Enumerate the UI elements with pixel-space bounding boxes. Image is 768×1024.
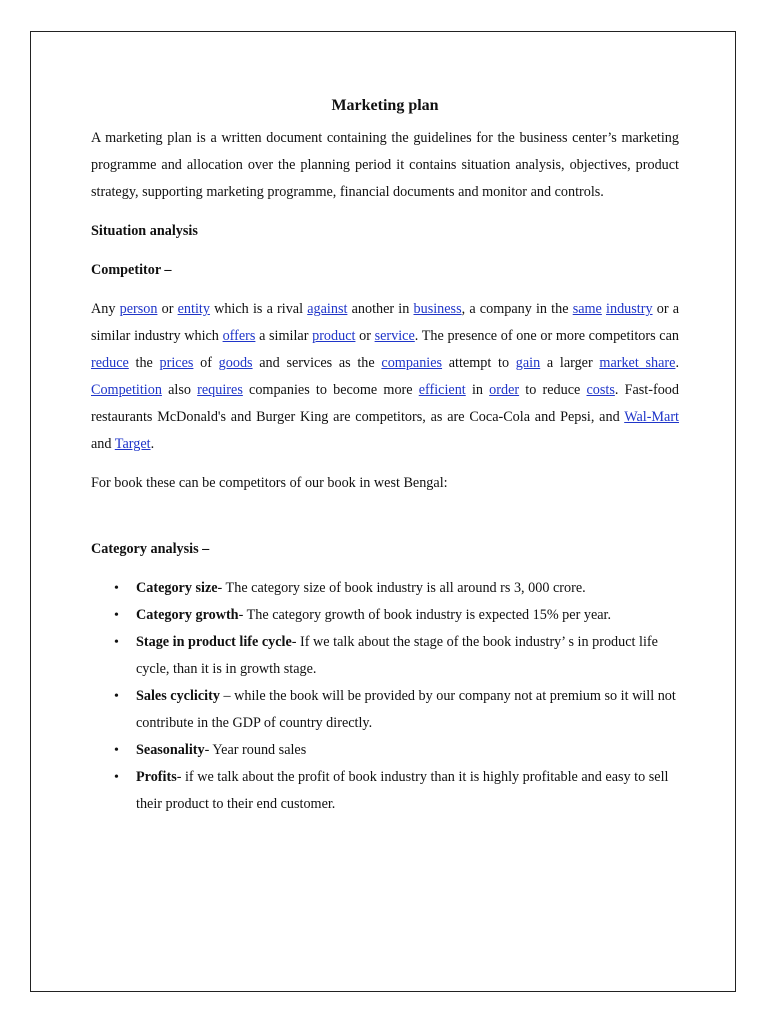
bullet-label: Seasonality [136,742,205,758]
bullet-icon: • [114,689,119,704]
bullet-icon: • [114,581,119,596]
paragraph-text: the [128,355,160,371]
link-order[interactable]: order [489,382,520,398]
link-entity[interactable]: entity [177,301,210,317]
paragraph-text: of [193,355,219,371]
bullet-text: - The category size of book industry is all around rs 3, 000 crore. [217,580,586,596]
paragraph-text: a larger [540,355,600,371]
link-competition[interactable]: Competition [91,382,162,398]
intro-paragraph: A marketing plan is a written document containing the guidelines for the business center’s marketing programme and allocation over the planning period it contains situation analysis, objectives, product strategy, supporting marketing programme, financial documents and monitor and controls. [91,130,679,200]
link-target[interactable]: Target [114,436,151,452]
bullet-text: - If we talk about the stage of the book industry’ s in product life cycle, than it is in growth stage. [136,634,658,677]
bullet-text: – while the book will be provided by our company not at premium so it will not contribute in the GDP of country directly. [136,688,676,731]
link-requires[interactable]: requires [197,382,243,398]
paragraph-text: another in [347,301,414,317]
paragraph-text: or a similar industry which [91,301,680,344]
bullet-icon: • [114,770,119,785]
link-efficient[interactable]: efficient [418,382,466,398]
bullet-label: Sales cyclicity [136,688,220,704]
paragraph-text: or [157,301,178,317]
bullet-icon: • [114,743,119,758]
paragraph-text: in [465,382,490,398]
paragraph-text: to reduce [519,382,587,398]
list-item [91,683,679,737]
paragraph-text: also [161,382,198,398]
link-service[interactable]: service [374,328,415,344]
competitor-heading: Competitor – [91,262,172,278]
book-competitors-paragraph: For book these can be competitors of our book in west Bengal: [91,475,448,491]
situation-analysis-heading: Situation analysis [91,223,198,239]
paragraph-text: . Fast-food restaurants McDonald's and Burger King are competitors, as are Coca-Cola and Pepsi, and [91,382,679,425]
paragraph-text: attempt to [442,355,516,371]
link-industry[interactable]: industry [606,301,653,317]
link-companies[interactable]: companies [381,355,443,371]
link-goods[interactable]: goods [218,355,253,371]
link-product[interactable]: product [312,328,356,344]
list-item [91,602,679,629]
bullet-icon: • [114,608,119,623]
paragraph-text: a similar [255,328,313,344]
paragraph-text: . [150,436,155,452]
bullet-label: Profits [136,769,177,785]
bullet-label: Category size [136,580,218,596]
list-item [91,575,679,602]
link-against[interactable]: against [307,301,348,317]
link-wal-mart[interactable]: Wal-Mart [624,409,679,425]
paragraph-text: . [675,355,679,371]
link-reduce[interactable]: reduce [91,355,129,371]
paragraph-text: and [91,436,115,452]
list-item [91,737,679,764]
link-prices[interactable]: prices [159,355,194,371]
category-analysis-heading: Category analysis – [91,541,210,557]
list-item [91,629,679,683]
paragraph-text: , a company in the [461,301,573,317]
bullet-text: - if we talk about the profit of book industry than it is highly profitable and easy to sell their product to their end customer. [136,769,669,812]
bullet-label: Category growth [136,607,239,623]
bullet-label: Stage in product life cycle [136,634,292,650]
link-costs[interactable]: costs [586,382,615,398]
link-same[interactable]: same [572,301,602,317]
category-bullet-list [91,575,679,818]
list-item [91,764,679,818]
link-gain[interactable]: gain [515,355,541,371]
document-title: Marketing plan [331,97,439,114]
document-page [30,31,736,992]
paragraph-text: or [355,328,375,344]
competitor-paragraph [91,296,679,458]
document-content [91,92,679,818]
bullet-icon: • [114,635,119,650]
paragraph-text: Any [91,301,120,317]
link-market-share[interactable]: market share [599,355,676,371]
paragraph-text: companies to become more [242,382,419,398]
paragraph-text: and services as the [252,355,382,371]
link-offers[interactable]: offers [222,328,256,344]
paragraph-text: which is a rival [209,301,308,317]
link-person[interactable]: person [119,301,158,317]
bullet-text: - Year round sales [204,742,307,758]
paragraph-text: . The presence of one or more competitors can [414,328,679,344]
bullet-text: - The category growth of book industry is expected 15% per year. [238,607,612,623]
link-business[interactable]: business [413,301,462,317]
